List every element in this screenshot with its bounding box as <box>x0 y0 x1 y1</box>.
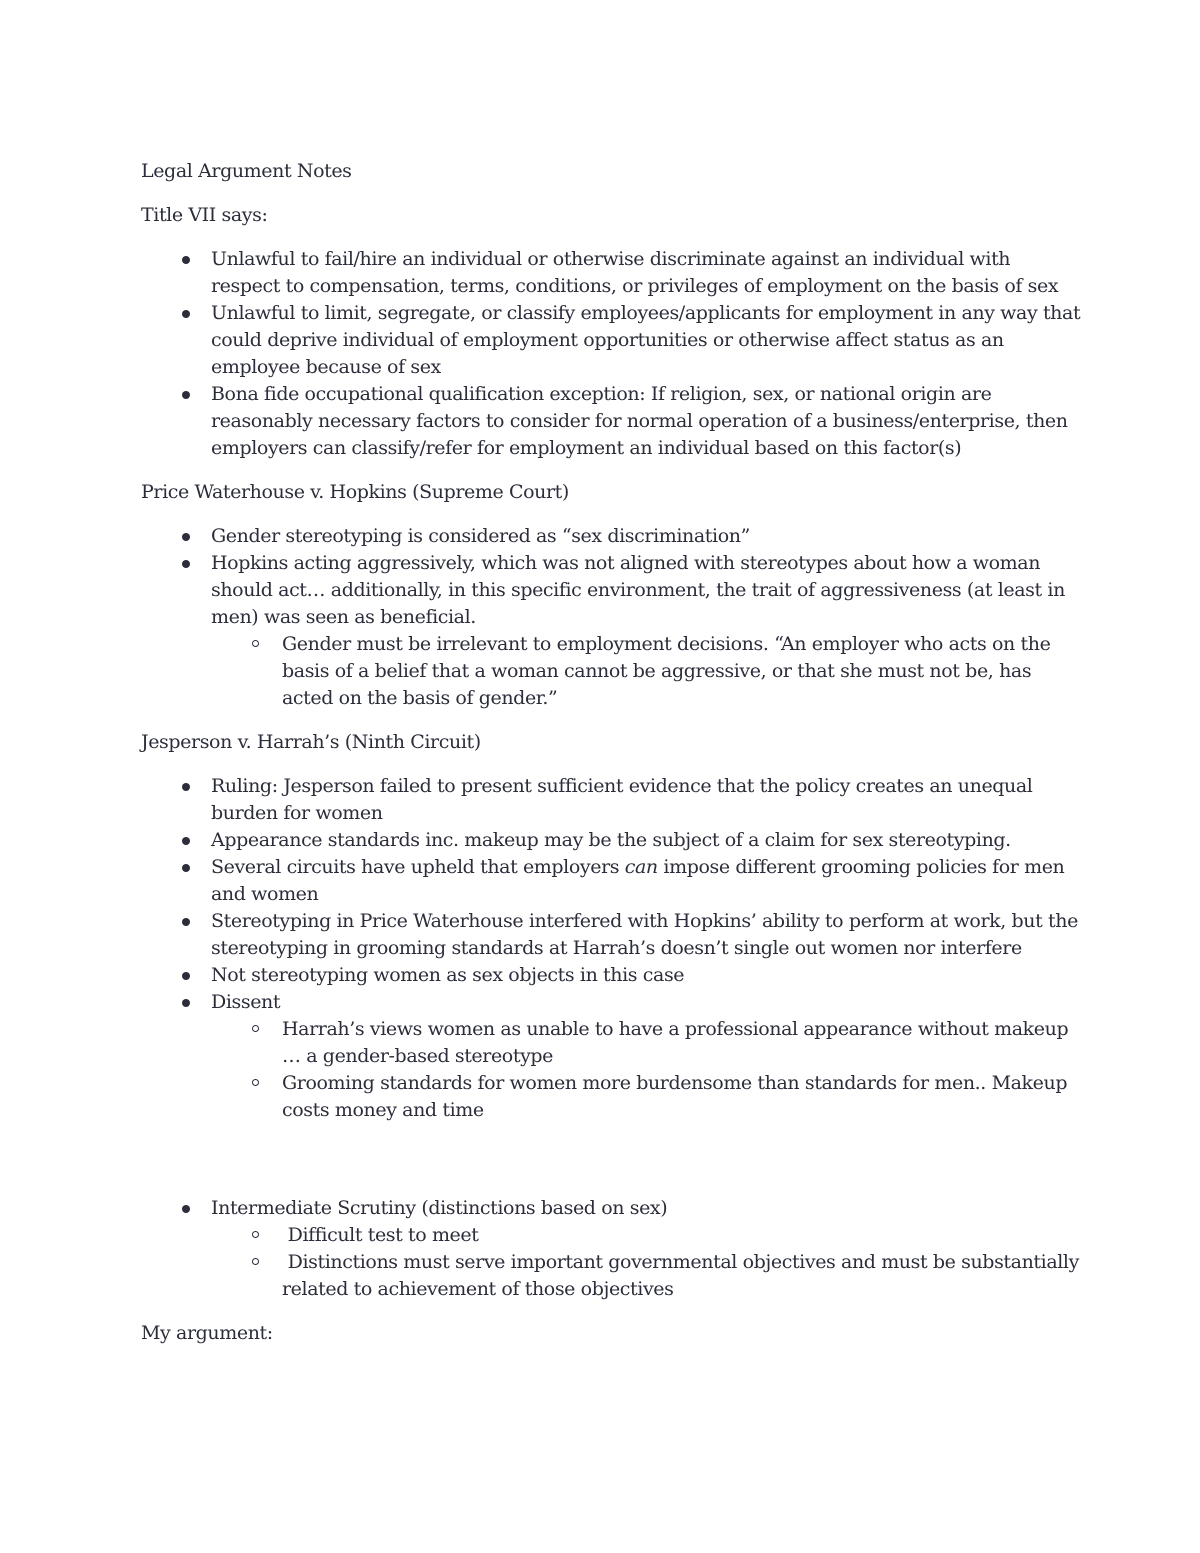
price-waterhouse-sublist <box>211 631 1081 712</box>
list-item: Bona fide occupational qualification exception: If religion, sex, or national origin are reasonably necessary factors to consider for normal operation of a business/enterprise, then employers can classify/refer for employment an individual based on this factor(s) <box>141 381 1081 462</box>
price-waterhouse-heading: Price Waterhouse v. Hopkins (Supreme Court) <box>141 481 569 503</box>
emphasis-text: can <box>624 856 658 878</box>
list-item: Appearance standards inc. makeup may be the subject of a claim for sex stereotyping. <box>141 827 1081 854</box>
list-item: Unlawful to fail/hire an individual or otherwise discriminate against an individual with respect to compensation, terms, conditions, or privileges of employment on the basis of sex <box>141 246 1081 300</box>
bullet-icon <box>182 533 190 541</box>
bullet-icon <box>182 918 190 926</box>
sub-list-item: Grooming standards for women more burdensome than standards for men.. Makeup costs money and time <box>211 1070 1081 1124</box>
bullet-icon <box>182 1205 190 1213</box>
scrutiny-sublist <box>211 1222 1085 1303</box>
list-item: Dissent Harrah’s views women as unable to have a professional appearance without makeup … a gender-based stereotype Grooming standards for women more burdensome than standards for men.. Makeup costs money and time <box>141 989 1081 1124</box>
hollow-bullet-icon <box>252 1231 259 1238</box>
title-vii-list <box>141 246 1081 462</box>
price-waterhouse-list <box>141 523 1081 712</box>
bullet-icon <box>182 999 190 1007</box>
bullet-icon <box>182 391 190 399</box>
dissent-sublist <box>211 1016 1081 1124</box>
document-title: Legal Argument Notes <box>141 160 352 182</box>
sub-list-item: Harrah’s views women as unable to have a professional appearance without makeup … a gender-based stereotype <box>211 1016 1081 1070</box>
list-item: Ruling: Jesperson failed to present sufficient evidence that the policy creates an unequal burden for women <box>141 773 1081 827</box>
bullet-icon <box>182 310 190 318</box>
jesperson-list <box>141 773 1081 1124</box>
hollow-bullet-icon <box>252 1025 259 1032</box>
bullet-icon <box>182 783 190 791</box>
bullet-icon <box>182 256 190 264</box>
bullet-icon <box>182 560 190 568</box>
list-item: Several circuits have upheld that employers can impose different grooming policies for men and women <box>141 854 1081 908</box>
blank-space <box>141 1141 1081 1195</box>
document-page <box>141 158 1085 1364</box>
jesperson-heading: Jesperson v. Harrah’s (Ninth Circuit) <box>141 731 481 753</box>
scrutiny-list <box>141 1195 1085 1303</box>
bullet-icon <box>182 864 190 872</box>
my-argument-heading: My argument: <box>141 1322 273 1344</box>
bullet-icon <box>182 972 190 980</box>
sub-list-item: Gender must be irrelevant to employment decisions. “An employer who acts on the basis of a belief that a woman cannot be aggressive, or that she must not be, has acted on the basis of gender.” <box>211 631 1081 712</box>
hollow-bullet-icon <box>252 1079 259 1086</box>
sub-list-item: Distinctions must serve important governmental objectives and must be substantially related to achievement of those objectives <box>211 1249 1081 1303</box>
sub-list-item: Difficult test to meet <box>211 1222 1081 1249</box>
title-vii-heading: Title VII says: <box>141 204 268 226</box>
hollow-bullet-icon <box>252 1258 259 1265</box>
bullet-icon <box>182 837 190 845</box>
list-item: Unlawful to limit, segregate, or classify employees/applicants for employment in any way that could deprive individual of employment opportunities or otherwise affect status as an employee because of sex <box>141 300 1081 381</box>
list-item: Gender stereotyping is considered as “sex discrimination” <box>141 523 1081 550</box>
list-item: Not stereotyping women as sex objects in this case <box>141 962 1081 989</box>
list-item: Intermediate Scrutiny (distinctions based on sex) Difficult test to meet Distinctions must serve important governmental objectives and must be substantially related to achievement of those objectives <box>141 1195 1081 1303</box>
list-item: Stereotyping in Price Waterhouse interfered with Hopkins’ ability to perform at work, but the stereotyping in grooming standards at Harrah’s doesn’t single out women nor interfere <box>141 908 1081 962</box>
hollow-bullet-icon <box>252 640 259 647</box>
list-item: Hopkins acting aggressively, which was not aligned with stereotypes about how a woman should act… additionally, in this specific environment, the trait of aggressiveness (at least in men) was seen as beneficial. Gender must be irrelevant to employment decisions. “An employer who acts on the basis of a belief that a woman cannot be aggressive, or that she must not be, has acted on the basis of gender.” <box>141 550 1081 712</box>
